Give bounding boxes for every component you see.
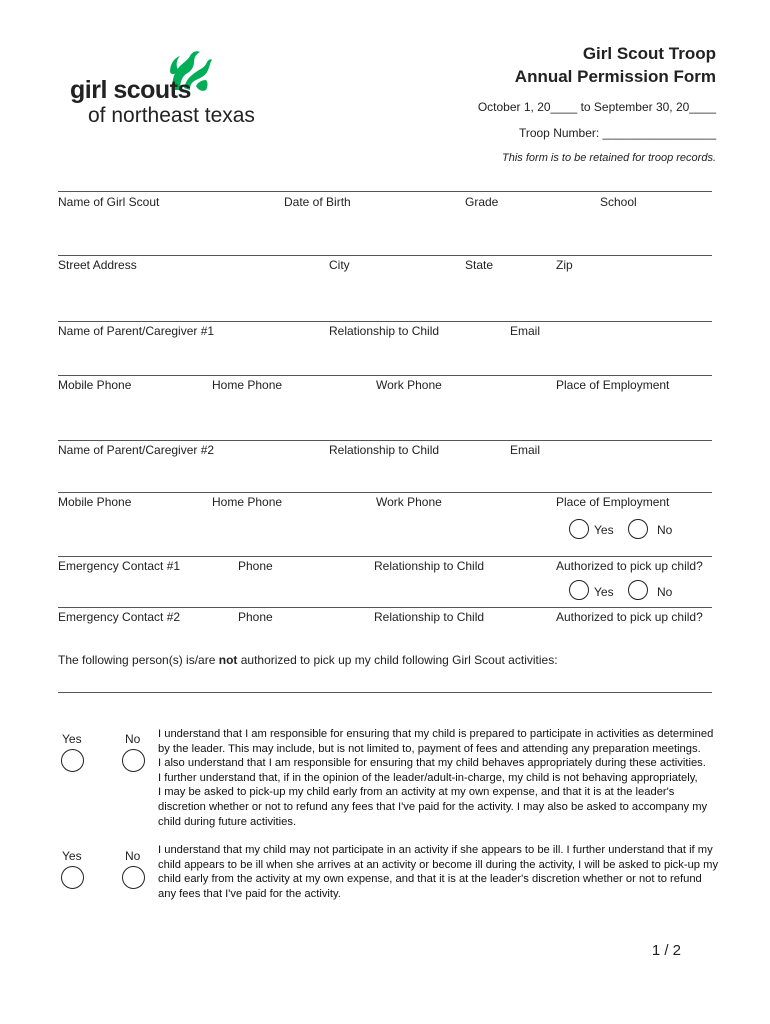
- school-label: School: [600, 195, 637, 209]
- parent1-work-label: Work Phone: [376, 378, 442, 392]
- form-title-line1: Girl Scout Troop: [582, 44, 716, 63]
- agreement1-line: discretion whether or not to refund any fees that I've paid for the activity. I may also be asked to accompany my: [158, 800, 708, 813]
- city-label: City: [329, 258, 350, 272]
- parent2-phone-line[interactable]: [58, 492, 712, 493]
- troop-number: Troop Number: _________________: [518, 126, 716, 140]
- street-label: Street Address: [58, 258, 137, 272]
- emergency2-yes-label: Yes: [594, 585, 614, 599]
- agreement1-line: child during future activities.: [158, 815, 297, 828]
- agreement1-line: by the leader. This may include, but is not limited to, payment of fees and attending any preparation meetings.: [158, 742, 701, 755]
- zip-label: Zip: [556, 258, 573, 272]
- logo-line-girl-scouts: girl scouts: [70, 76, 191, 104]
- agreement1-yes-label: Yes: [62, 732, 82, 746]
- emergency2-name-label: Emergency Contact #2: [58, 610, 181, 624]
- agreement1-no-radio[interactable]: [122, 749, 145, 772]
- emergency1-phone-label: Phone: [238, 559, 273, 573]
- emergency1-yes-radio[interactable]: [569, 519, 589, 539]
- emergency2-line[interactable]: [58, 607, 712, 608]
- agreement1-text: [158, 727, 730, 829]
- agreement1-line: I understand that I am responsible for ensuring that my child is prepared to participate in activities as determined: [158, 728, 714, 740]
- agreement2-no-label: No: [125, 849, 141, 863]
- agreement1-no-label: No: [125, 732, 141, 746]
- agreement2-line: child appears to be ill when she arrives at an activity or become ill during the activity, I will be asked to pick-up my: [158, 858, 719, 871]
- scout-name-line[interactable]: [58, 191, 712, 192]
- agreement1-yes-radio[interactable]: [61, 749, 84, 772]
- agreement2-no-radio[interactable]: [122, 866, 145, 889]
- emergency2-relationship-label: Relationship to Child: [374, 610, 485, 624]
- agreement2-line: any fees that I've paid for the activity.: [158, 887, 341, 900]
- emergency1-line[interactable]: [58, 556, 712, 557]
- address-line[interactable]: [58, 255, 712, 256]
- emergency1-no-radio[interactable]: [628, 519, 648, 539]
- not-authorized-statement: The following person(s) is/are not authorized to pick up my child following Girl Scout activities:: [58, 653, 558, 667]
- scout-name-label: Name of Girl Scout: [58, 195, 160, 209]
- agreement2-yes-radio[interactable]: [61, 866, 84, 889]
- retention-note: This form is to be retained for troop records.: [502, 152, 716, 164]
- parent2-mobile-label: Mobile Phone: [58, 495, 132, 509]
- parent1-mobile-label: Mobile Phone: [58, 378, 132, 392]
- parent1-email-label: Email: [510, 324, 541, 338]
- parent2-work-label: Work Phone: [376, 495, 442, 509]
- organization-logo: [68, 50, 278, 132]
- parent2-relationship-label: Relationship to Child: [329, 443, 440, 457]
- agreement1-line: I may be asked to pick-up my child early from an activity at my own expense, and that it is at the leader's: [158, 786, 675, 799]
- parent1-name-line[interactable]: [58, 321, 712, 322]
- parent2-home-label: Home Phone: [212, 495, 283, 509]
- emergency1-name-label: Emergency Contact #1: [58, 559, 181, 573]
- emergency2-phone-label: Phone: [238, 610, 273, 624]
- emergency1-yes-label: Yes: [594, 523, 614, 537]
- emergency2-authorized-label: Authorized to pick up child?: [556, 610, 703, 624]
- agreement2-line: I understand that my child may not participate in an activity if she appears to be ill. I further understand that if my: [158, 844, 713, 856]
- parent1-name-label: Name of Parent/Caregiver #1: [58, 324, 215, 338]
- parent1-phone-line[interactable]: [58, 375, 712, 376]
- agreement2-line: child early from the activity at my own expense, and that it is at the leader's discretion whether or not to refund: [158, 873, 702, 886]
- parent1-home-label: Home Phone: [212, 378, 283, 392]
- form-title-line2: Annual Permission Form: [514, 67, 716, 86]
- date-range: October 1, 20____ to September 30, 20____: [477, 100, 716, 114]
- emergency2-no-radio[interactable]: [628, 580, 648, 600]
- agreement2-text: [158, 843, 730, 901]
- parent2-email-label: Email: [510, 443, 541, 457]
- state-label: State: [465, 258, 494, 272]
- agreement1-line: I also understand that I am responsible for ensuring that my child behaves appropriately during these activities.: [158, 757, 706, 770]
- parent2-employment-label: Place of Employment: [556, 495, 670, 509]
- grade-label: Grade: [465, 195, 499, 209]
- parent2-name-label: Name of Parent/Caregiver #2: [58, 443, 215, 457]
- parent1-relationship-label: Relationship to Child: [329, 324, 440, 338]
- emergency2-no-label: No: [657, 585, 673, 599]
- parent1-employment-label: Place of Employment: [556, 378, 670, 392]
- dob-label: Date of Birth: [284, 195, 351, 209]
- agreement2-yes-label: Yes: [62, 849, 82, 863]
- emergency2-yes-radio[interactable]: [569, 580, 589, 600]
- not-authorized-line[interactable]: [58, 692, 712, 693]
- emergency1-relationship-label: Relationship to Child: [374, 559, 485, 573]
- emergency1-no-label: No: [657, 523, 673, 537]
- parent2-name-line[interactable]: [58, 440, 712, 441]
- logo-line-region: of northeast texas: [88, 104, 255, 127]
- agreement1-line: I further understand that, if in the opinion of the leader/adult-in-charge, my child is not behaving appropriately,: [158, 771, 698, 784]
- page-number: 1 / 2: [651, 942, 681, 959]
- emergency1-authorized-label: Authorized to pick up child?: [556, 559, 703, 573]
